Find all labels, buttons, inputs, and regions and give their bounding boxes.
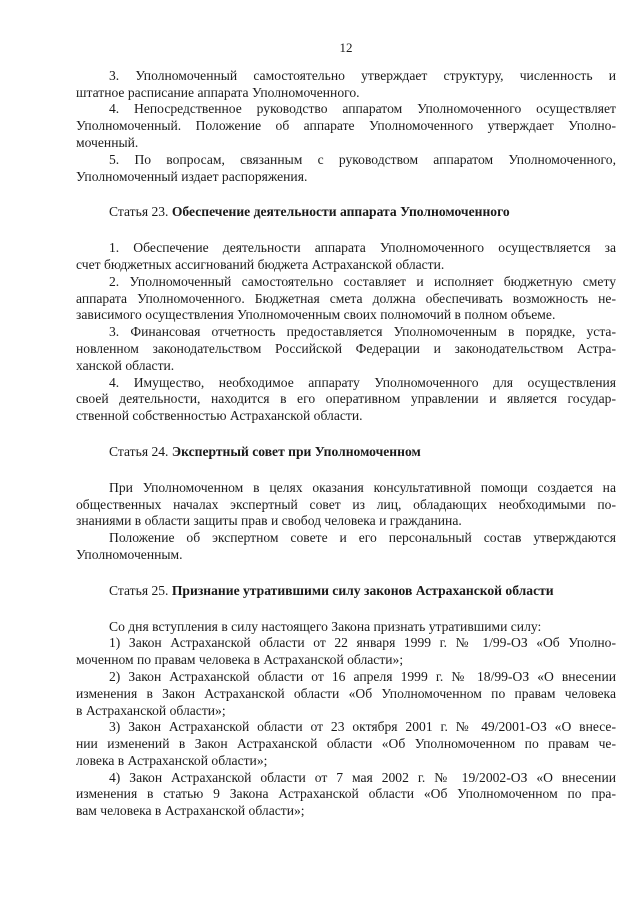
- article-number: Статья 24.: [109, 443, 172, 459]
- text-line: новленном законодательством Российской Федерации и законодательством Астра-: [76, 340, 616, 356]
- text-line: знаниями в области защиты прав и свобод человека и гражданина.: [76, 513, 462, 529]
- text-line: Уполномоченным.: [76, 546, 183, 562]
- paragraph: [76, 619, 616, 636]
- paragraph: [76, 152, 616, 186]
- article-number: Статья 23.: [109, 204, 172, 220]
- paragraph: [76, 101, 616, 151]
- text-line: 4. Имущество, необходимое аппарату Уполномоченного для осуществления: [109, 374, 616, 390]
- text-line: 3) Закон Астраханской области от 23 октября 2001 г. № 49/2001-ОЗ «О внесе-: [109, 719, 616, 735]
- text-line: Положение об экспертном совете и его персональный состав утверждаются: [109, 530, 616, 546]
- text-line: ловека в Астраханской области»;: [76, 752, 268, 768]
- paragraph: [76, 635, 616, 669]
- text-line: в Астраханской области»;: [76, 702, 226, 718]
- text-line: 4. Непосредственное руководство аппаратом Уполномоченного осуществляет: [109, 101, 616, 117]
- document-page: [76, 40, 616, 820]
- paragraph: [76, 68, 616, 102]
- text-line: изменения в статью 9 Закона Астраханской области «Об Уполномоченном по пра-: [76, 786, 616, 802]
- text-line: зависимого осуществления Уполномоченным своих полномочий в полном объеме.: [76, 307, 556, 323]
- paragraph: [76, 530, 616, 564]
- text-line: аппарата Уполномоченного. Бюджетная смета должна обеспечивать возможность не-: [76, 290, 616, 306]
- text-line: вам человека в Астраханской области»;: [76, 803, 305, 819]
- paragraph: [76, 375, 616, 425]
- paragraph: [76, 480, 616, 530]
- text-line: 5. По вопросам, связанным с руководством аппаратом Уполномоченного,: [109, 151, 616, 167]
- text-line: Со дня вступления в силу настоящего Закона признать утратившими силу:: [109, 618, 542, 634]
- paragraph: [76, 324, 616, 374]
- page-number: 12: [339, 40, 353, 55]
- text-line: счет бюджетных ассигнований бюджета Астраханской области.: [76, 256, 445, 272]
- text-line: Уполномоченный издает распоряжения.: [76, 168, 308, 184]
- text-line: 2. Уполномоченный самостоятельно составляет и исполняет бюджетную смету: [109, 273, 616, 289]
- article-heading: [76, 204, 616, 221]
- paragraph: [76, 770, 616, 820]
- article-title: Экспертный совет при Уполномоченном: [171, 443, 421, 459]
- text-line: своей деятельности, находится в его оперативном управлении и является государ-: [76, 391, 616, 407]
- paragraph: [76, 669, 616, 719]
- article-title: Признание утратившими силу законов Астраханской области: [171, 582, 554, 598]
- text-line: Уполномоченный. Положение об аппарате Уполномоченного утверждает Уполно-: [76, 118, 616, 134]
- text-line: 2) Закон Астраханской области от 16 апреля 1999 г. № 18/99-ОЗ «О внесении: [109, 668, 616, 684]
- text-line: штатное расписание аппарата Уполномоченного.: [76, 84, 360, 100]
- article-number: Статья 25.: [109, 582, 172, 598]
- text-line: ханской области.: [76, 357, 175, 373]
- paragraph: [76, 274, 616, 324]
- text-line: ственной собственностью Астраханской области.: [76, 408, 363, 424]
- text-line: 1) Закон Астраханской области от 22 января 1999 г. № 1/99-ОЗ «Об Уполно-: [109, 635, 616, 651]
- text-line: моченном по правам человека в Астраханской области»;: [76, 652, 404, 668]
- document-body: [76, 68, 616, 820]
- text-line: общественных началах экспертный совет из лиц, обладающих необходимыми по-: [76, 496, 616, 512]
- text-line: нии изменений в Закон Астраханской области «Об Уполномоченном по правам че-: [76, 736, 616, 752]
- article-heading: [76, 583, 616, 600]
- paragraph: [76, 240, 616, 274]
- text-line: 3. Финансовая отчетность предоставляется Уполномоченным в порядке, уста-: [109, 324, 616, 340]
- text-line: При Уполномоченном в целях оказания консультативной помощи создается на: [109, 479, 616, 495]
- text-line: 1. Обеспечение деятельности аппарата Уполномоченного осуществляется за: [109, 240, 616, 256]
- article-heading: [76, 444, 616, 461]
- text-line: 4) Закон Астраханской области от 7 мая 2002 г. № 19/2002-ОЗ «О внесении: [109, 769, 616, 785]
- text-line: 3. Уполномоченный самостоятельно утверждает структуру, численность и: [109, 67, 616, 83]
- paragraph: [76, 719, 616, 769]
- text-line: изменения в Закон Астраханской области «Об Уполномоченном по правам человека: [76, 685, 616, 701]
- text-line: моченный.: [76, 134, 139, 150]
- article-title: Обеспечение деятельности аппарата Уполномоченного: [171, 204, 510, 220]
